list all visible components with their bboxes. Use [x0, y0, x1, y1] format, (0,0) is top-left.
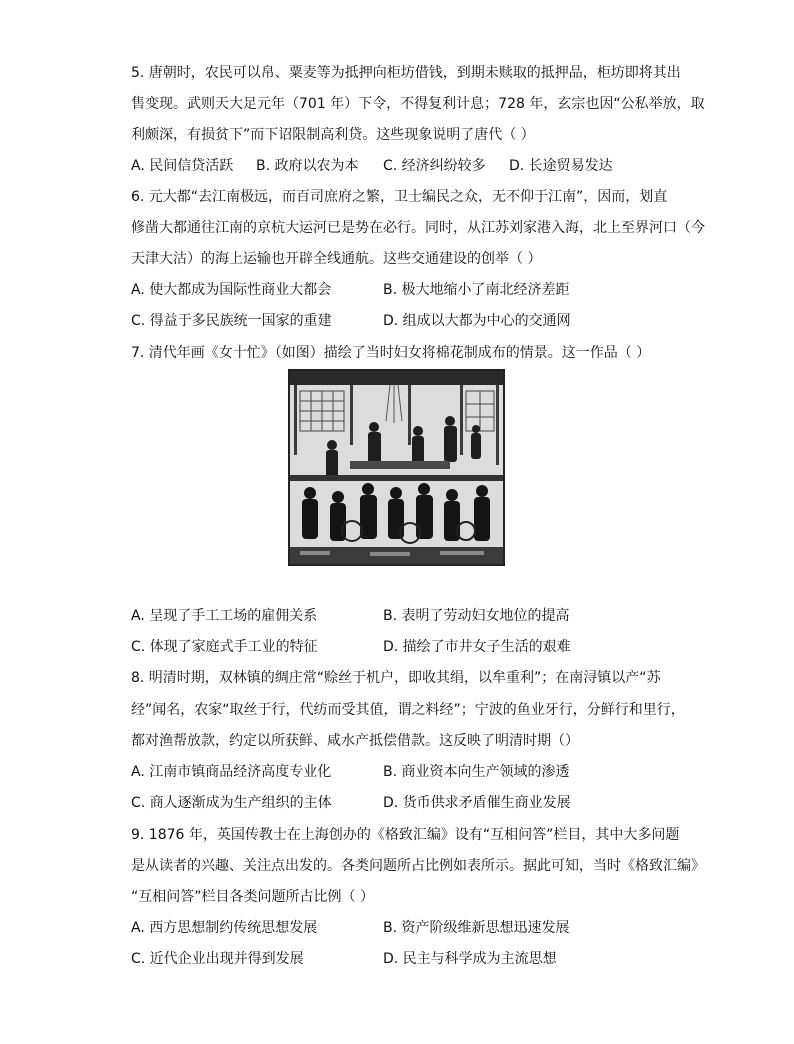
q8-line-1: 8. 明清时期，双林镇的绸庄常“赊丝于机户，即收其绢，以牟重利”；在南浔镇以产“苏	[131, 670, 661, 686]
q5-line-1: 5. 唐朝时，农民可以帛、粟麦等为抵押向柜坊借钱，到期未赎取的抵押品，柜坊即将其出	[131, 65, 681, 81]
q5-option-c: C. 经济纠纷较多	[383, 158, 486, 174]
q9-option-d: D. 民主与科学成为主流思想	[383, 951, 557, 967]
q9-option-a: A. 西方思想制约传统思想发展	[131, 920, 318, 936]
q9-line-3: “互相问答”栏目各类问题所占比例（ ）	[131, 889, 374, 905]
q9-line-2: 是从读者的兴趣、关注点出发的。各类问题所占比例如表所示。据此可知，当时《格致汇编》	[131, 858, 705, 874]
q6-option-a: A. 使大都成为国际性商业大都会	[131, 282, 332, 298]
q7-option-b: B. 表明了劳动妇女地位的提高	[383, 608, 570, 624]
q8-option-d: D. 货币供求矛盾催生商业发展	[383, 795, 571, 811]
q8-option-c: C. 商人逐渐成为生产组织的主体	[131, 795, 332, 811]
woodblock-print-image	[288, 369, 505, 566]
q6-line-3: 天津大沽）的海上运输也开辟全线通航。这些交通建设的创举（ ）	[131, 251, 542, 267]
q9-option-b: B. 资产阶级维新思想迅速发展	[383, 920, 570, 936]
q9-option-c: C. 近代企业出现并得到发展	[131, 951, 304, 967]
q6-option-b: B. 极大地缩小了南北经济差距	[383, 282, 570, 298]
q8-line-3: 都对渔帮放款，约定以所获鲜、咸水产抵偿借款。这反映了明清时期（）	[131, 733, 579, 749]
q7-line-1: 7. 清代年画《女十忙》（如图）描绘了当时妇女将棉花制成布的情景。这一作品（ ）	[131, 345, 651, 361]
q5-option-a: A. 民间信贷活跃	[131, 158, 234, 174]
q5-line-3: 利颇深，有损贫下”而下诏限制高利贷。这些现象说明了唐代（ ）	[131, 127, 535, 143]
q5-option-b: B. 政府以农为本	[256, 158, 359, 174]
new-year-painting-illustration	[290, 371, 503, 564]
q7-option-c: C. 体现了家庭式手工业的特征	[131, 639, 318, 655]
q5-option-d: D. 长途贸易发达	[509, 158, 613, 174]
q7-option-a: A. 呈现了手工工场的雇佣关系	[131, 608, 318, 624]
q7-option-d: D. 描绘了市井女子生活的艰难	[383, 639, 571, 655]
q6-option-d: D. 组成以大都为中心的交通网	[383, 313, 571, 329]
q5-line-2: 售变现。武则天大足元年（701 年）下令，不得复利计息；728 年，玄宗也因“公私举放，取	[131, 96, 705, 112]
q6-line-2: 修凿大都通往江南的京杭大运河已是势在必行。同时，从江苏刘家港入海，北上至界河口（今	[131, 220, 705, 236]
q8-line-2: 经”闻名，农家“取丝于行，代纺而受其值，谓之料经”；宁波的鱼业牙行，分鲜行和里行，	[131, 702, 685, 718]
q8-option-a: A. 江南市镇商品经济高度专业化	[131, 764, 332, 780]
q6-option-c: C. 得益于多民族统一国家的重建	[131, 313, 332, 329]
q6-line-1: 6. 元大都“去江南极远，而百司庶府之繁，卫士编民之众，无不仰于江南”，因而，划直	[131, 189, 668, 205]
q9-line-1: 9. 1876 年，英国传教士在上海创办的《格致汇编》设有“互相问答”栏目，其中大多问题	[131, 827, 680, 843]
q8-option-b: B. 商业资本向生产领域的渗透	[383, 764, 570, 780]
